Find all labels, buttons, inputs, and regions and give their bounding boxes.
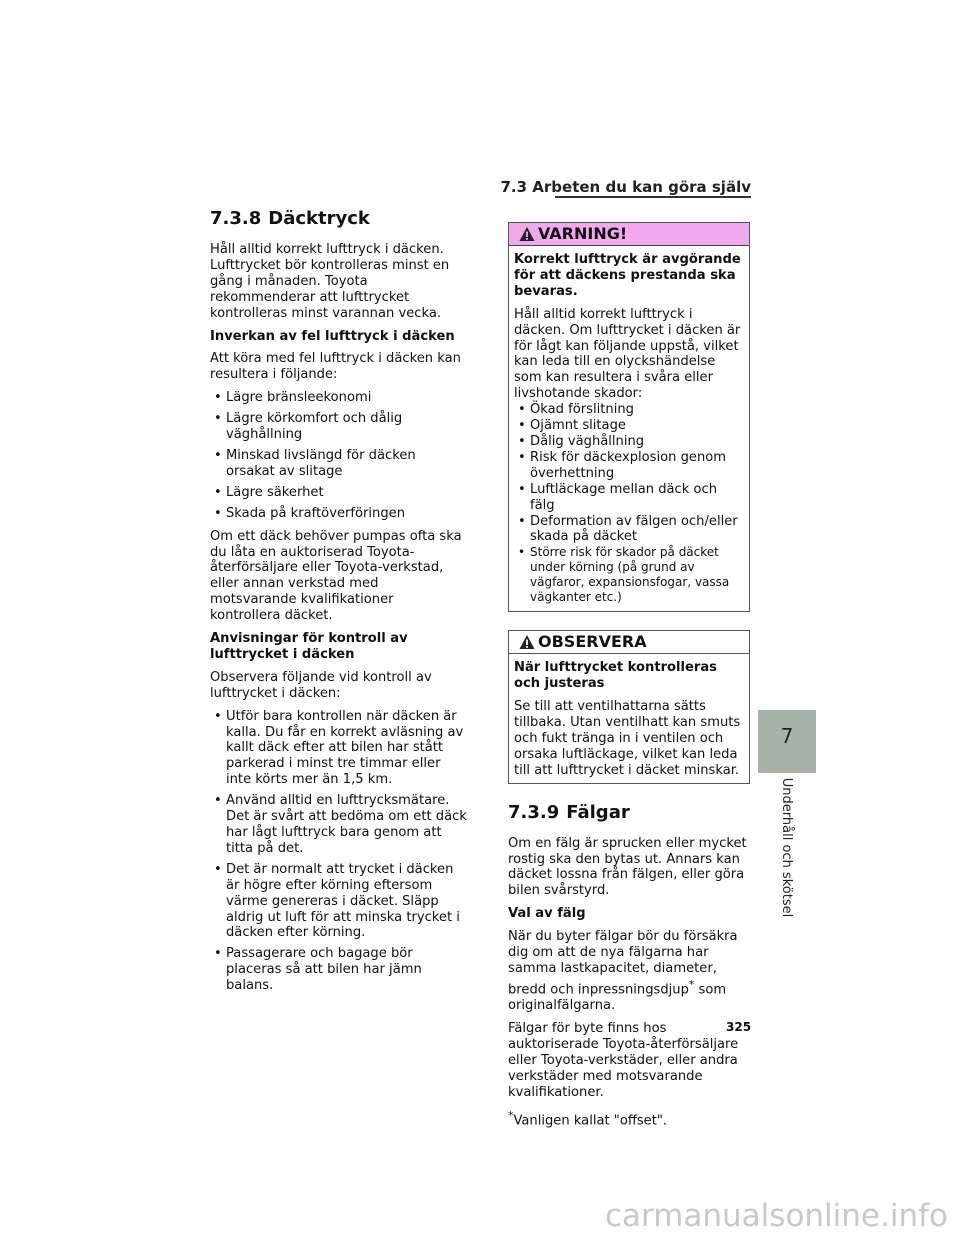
note-body [509,654,749,782]
effects-intro: Att köra med fel lufttryck i däcken kan resultera i följande: [210,351,461,383]
subheading-instructions: Anvisningar för kontroll av lufttrycket i däcken [210,631,408,662]
list-item: • Skada på kraftöverföringen [210,506,468,522]
list-item: • Dålig väghållning [514,434,744,450]
chapter-number: 7 [780,724,794,748]
warning-text: Håll alltid korrekt lufttryck i däcken. Om lufttrycket i däcken är för lågt kan följande uppstå, vilket kan leda till en olyckshändelse som kan resultera i svåra eller livshotande skador: [514,306,741,402]
note-text: Se till att ventilhattarna sätts tillbaka. Utan ventilhatt kan smuts och fukt tränga in i ventilen och orsaka luftläckage, vilket kan leda till att lufttrycket i däcket minskar. [514,699,741,778]
note-heading: När lufttrycket kontrolleras och justeras [514,660,717,692]
footnote-text: Vanligen kallat "offset". [513,1112,668,1128]
rim-choice-text-end: som originalfälgarna. [508,982,727,1014]
rim-choice-text: När du byter fälgar bör du försäkra dig om att de nya fälgarna har samma lastkapacitet, diameter, bredd och inpressningsdjup [508,929,738,998]
header-rule [555,196,751,198]
list-item: • Deformation av fälgen och/eller skada på däcket [514,514,744,546]
rims-intro: Om en fälg är sprucken eller mycket rostig ska den bytas ut. Annars kan däcket lossna från fälgen, eller göra bilen svårstyrd. [508,835,747,899]
section-title: Däcktryck [268,208,370,229]
dealer-paragraph: Fälgar för byte finns hos auktoriserade Toyota-återförsäljare eller Toyota-verkstäder, eller andra verkstäder med motsvarande kvalifikationer. [508,1021,739,1100]
chapter-label: Underhåll och skötsel [779,777,795,917]
right-column [508,222,750,1136]
list-item: • Större risk för skador på däcket under körning (på grund av vägfaror, expansionsfogar, vassa vägkanter etc.) [514,545,744,605]
list-item: • Lägre körkomfort och dålig väghållning [210,411,468,443]
watermark: carmanualsonline.info [604,1198,948,1234]
note-header [509,631,749,654]
section-title: Fälgar [566,801,630,823]
note-label: OBSERVERA [538,632,647,652]
subheading-effects: Inverkan av fel lufttryck i däcken [210,328,455,344]
section-number: 7.3.9 [508,801,560,823]
page-number: 325 [726,1020,752,1034]
section-heading-tire-pressure [210,208,468,230]
subheading-rim-choice: Val av fälg [508,906,586,922]
warning-box [508,222,750,612]
list-item: • Risk för däckexplosion genom överhettning [514,450,744,482]
caution-icon [519,634,535,650]
list-item: • Lägre säkerhet [210,485,468,501]
section-heading-rims [508,802,750,824]
left-column [210,208,468,1001]
list-item: • Lägre bränsleekonomi [210,390,468,406]
warning-list [514,402,744,605]
note-box [508,630,750,783]
warning-heading: Korrekt lufttryck är avgörande för att däckens prestanda ska bevaras. [514,252,741,299]
list-item: • Ökad förslitning [514,402,744,418]
footnote-marker: * [688,977,695,991]
section-number: 7.3.8 [210,208,262,229]
pump-paragraph: Om ett däck behöver pumpas ofta ska du låta en auktoriserad Toyota-återförsäljare eller Toyota-verkstad, eller annan verkstad med motsvarande kvalifikationer kontrollera däcket. [210,528,462,624]
intro-paragraph: Håll alltid korrekt lufttryck i däcken. Lufttrycket bör kontrolleras minst en gång i månaden. Toyota rekommenderar att lufttrycket kontrolleras minst varannan vecka. [210,242,450,321]
list-item: • Minskad livslängd för däcken orsakat av slitage [210,448,468,480]
warning-body [509,246,749,611]
instructions-list [210,709,468,994]
footnote-marker: * [508,1108,514,1122]
warning-label: VARNING! [538,224,628,243]
list-item: • Det är normalt att trycket i däcken är högre efter körning eftersom värme genereras i däcket. Släpp aldrig ut luft för att minska trycket i däcken efter körning. [210,862,468,942]
list-item: • Ojämnt slitage [514,418,744,434]
chapter-header: 7.3 Arbeten du kan göra själv [500,178,751,196]
warning-header [509,223,749,246]
footnote [508,1108,750,1129]
list-item: • Använd alltid en lufttrycksmätare. Det är svårt att bedöma om ett däck har lågt lufttryck bara genom att titta på det. [210,793,468,857]
warning-icon [519,226,535,242]
effects-list [210,390,468,521]
list-item: • Luftläckage mellan däck och fälg [514,482,744,514]
list-item: • Utför bara kontrollen när däcken är kalla. Du får en korrekt avläsning av kallt däck efter att bilen har stått parkerad i minst tre timmar eller inte körts mer än 1,5 km. [210,709,468,789]
instructions-intro: Observera följande vid kontroll av lufttrycket i däcken: [210,669,432,701]
rim-choice-paragraph [508,929,750,1014]
list-item: • Passagerare och bagage bör placeras så att bilen har jämn balans. [210,946,468,994]
chapter-label-wrapper [777,777,797,917]
